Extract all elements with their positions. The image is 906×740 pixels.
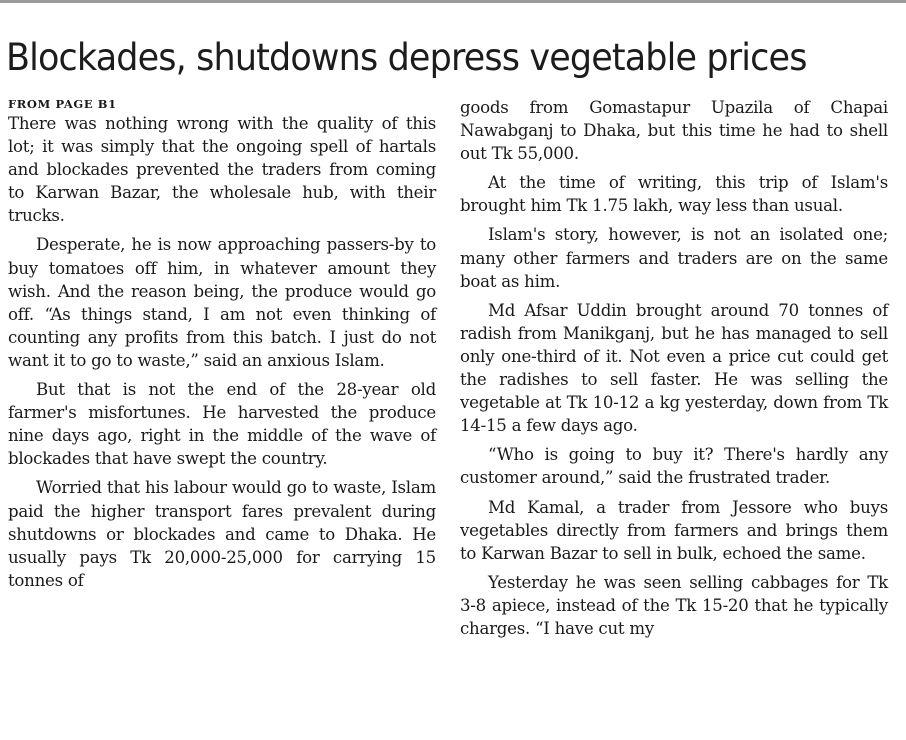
paragraph: Md Afsar Uddin brought around 70 tonnes of radish from Manikganj, but he has managed to sell only one-third of it. Not even a price cut could get the radishes to sell faster. He was selling the vegetable at Tk 10-12 a kg yesterday, down from Tk 14-15 a few days ago. [460,300,888,436]
paragraph: Yesterday he was seen selling cabbages for Tk 3-8 apiece, instead of the Tk 15-20 that he typically charges. “I have cut my [460,572,888,638]
continued-from-label: FROM PAGE B1 [8,97,117,111]
paragraph: Desperate, he is now approaching passers-by to buy tomatoes off him, in whatever amount they wish. And the reason being, the produce would go off. “As things stand, I am not even thinking of counting any profits from this batch. I just do not want it to go to waste,” said an anxious Islam. [8,235,436,370]
article-column-left [8,96,436,598]
top-rule [0,0,906,3]
paragraph: There was nothing wrong with the quality of this lot; it was simply that the ongoing spell of hartals and blockades prevented the traders from coming to Karwan Bazar, the wholesale hub, with their trucks. [8,114,436,226]
paragraph: goods from Gomastapur Upazila of Chapai Nawabganj to Dhaka, but this time he had to shell out Tk 55,000. [460,98,888,164]
paragraph: “Who is going to buy it? There's hardly any customer around,” said the frustrated trader. [460,445,888,488]
paragraph: Worried that his labour would go to waste, Islam paid the higher transport fares prevalent during shutdowns or blockades and came to Dhaka. He usually pays Tk 20,000-25,000 for carrying 15 tonnes of [8,478,436,590]
article-column-right [460,96,888,646]
paragraph: At the time of writing, this trip of Islam's brought him Tk 1.75 lakh, way less than usual. [460,173,888,216]
headline: Blockades, shutdowns depress vegetable prices [6,36,807,79]
paragraph: Islam's story, however, is not an isolated one; many other farmers and traders are on the same boat as him. [460,225,888,291]
paragraph: Md Kamal, a trader from Jessore who buys vegetables directly from farmers and brings them to Karwan Bazar to sell in bulk, echoed the same. [460,497,888,563]
paragraph: But that is not the end of the 28-year old farmer's misfortunes. He harvested the produce nine days ago, right in the middle of the wave of blockades that have swept the country. [8,380,436,469]
